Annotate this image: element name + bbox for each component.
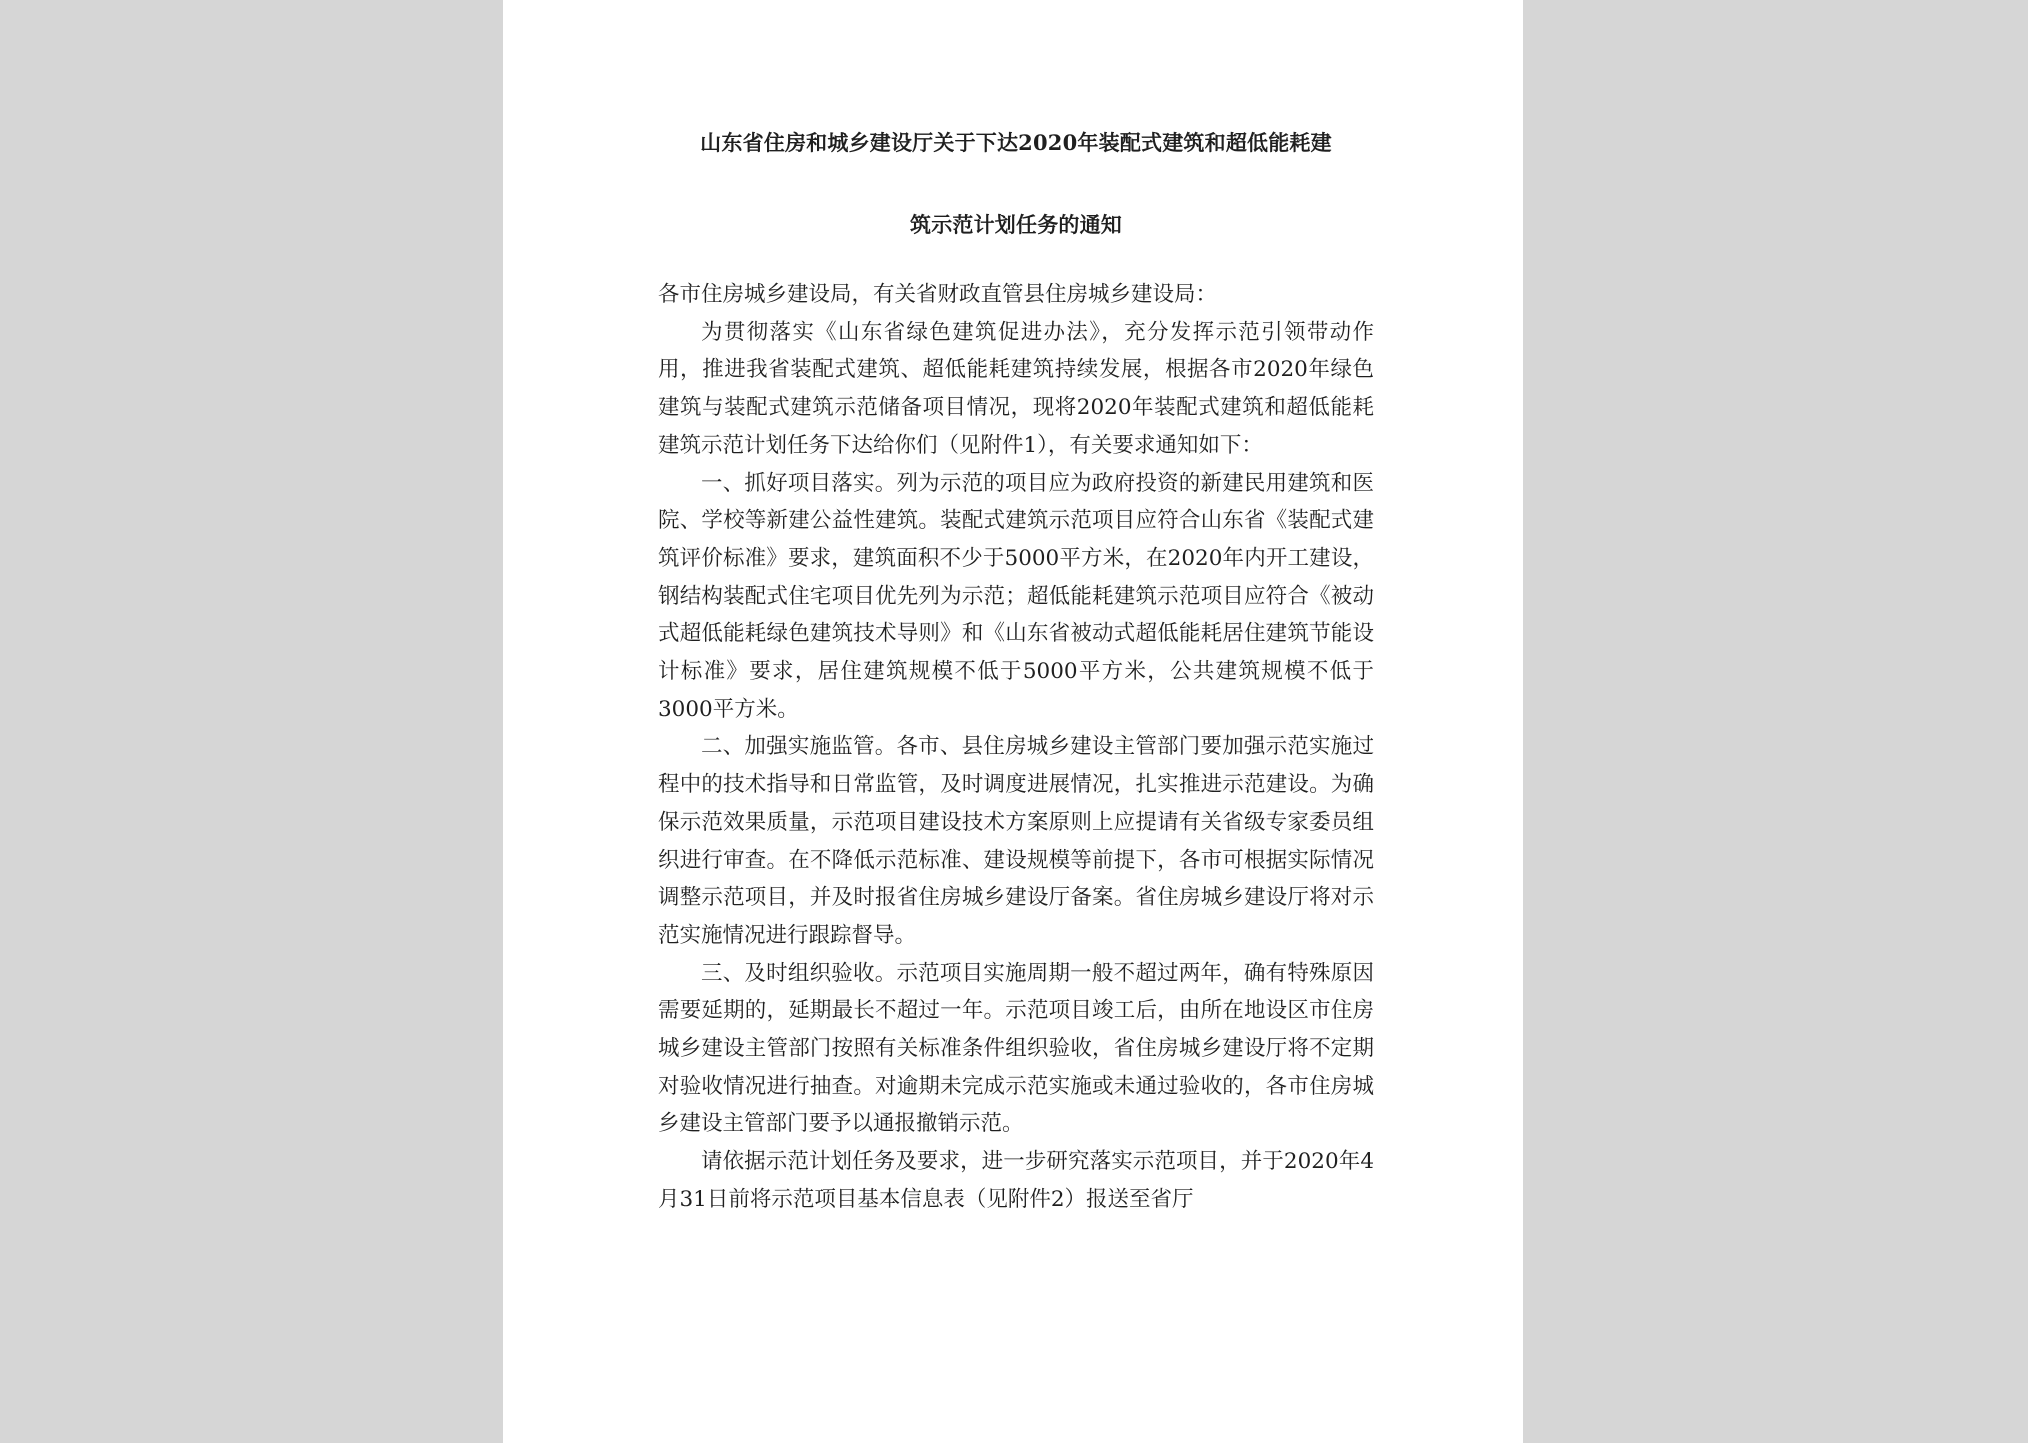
- paragraph-closing: 请依据示范计划任务及要求，进一步研究落实示范项目，并于2020年4月31日前将示范项目基本信息表（见附件2）报送至省厅: [658, 1149, 1374, 1212]
- salutation: 各市住房城乡建设局，有关省财政直管县住房城乡建设局：: [658, 282, 1218, 307]
- title-line-1: 山东省住房和城乡建设厅关于下达2020年装配式建筑和超低能耗建: [700, 130, 1332, 155]
- paragraph-section-1: 一、抓好项目落实。列为示范的项目应为政府投资的新建民用建筑和医院、学校等新建公益性建筑。装配式建筑示范项目应符合山东省《装配式建筑评价标准》要求，建筑面积不少于5000平方米，在2020年内开工建设，钢结构装配式住宅项目优先列为示范；超低能耗建筑示范项目应符合《被动式超低能耗绿色建筑技术导则》和《山东省被动式超低能耗居住建筑节能设计标准》要求，居住建筑规模不低于5000平方米，公共建筑规模不低于3000平方米。: [658, 470, 1374, 722]
- paragraph-section-3: 三、及时组织验收。示范项目实施周期一般不超过两年，确有特殊原因需要延期的，延期最长不超过一年。示范项目竣工后，由所在地设区市住房城乡建设主管部门按照有关标准条件组织验收，省住房城乡建设厅将不定期对验收情况进行抽查。对逾期未完成示范实施或未通过验收的，各市住房城乡建设主管部门要予以通报撤销示范。: [658, 960, 1374, 1137]
- title-line-2: 筑示范计划任务的通知: [910, 212, 1122, 237]
- paragraph-intro: 为贯彻落实《山东省绿色建筑促进办法》，充分发挥示范引领带动作用，推进我省装配式建筑、超低能耗建筑持续发展，根据各市2020年绿色建筑与装配式建筑示范储备项目情况，现将2020年装配式建筑和超低能耗建筑示范计划任务下达给你们（见附件1），有关要求通知如下：: [658, 319, 1374, 458]
- document-page: [503, 0, 1523, 1443]
- document-body: [658, 276, 1374, 1219]
- paragraph-section-2: 二、加强实施监管。各市、县住房城乡建设主管部门要加强示范实施过程中的技术指导和日常监管，及时调度进展情况，扎实推进示范建设。为确保示范效果质量，示范项目建设技术方案原则上应提请有关省级专家委员组织进行审查。在不降低示范标准、建设规模等前提下，各市可根据实际情况调整示范项目，并及时报省住房城乡建设厅备案。省住房城乡建设厅将对示范实施情况进行跟踪督导。: [658, 734, 1374, 948]
- document-title: [658, 124, 1374, 244]
- page-content: [658, 124, 1374, 1219]
